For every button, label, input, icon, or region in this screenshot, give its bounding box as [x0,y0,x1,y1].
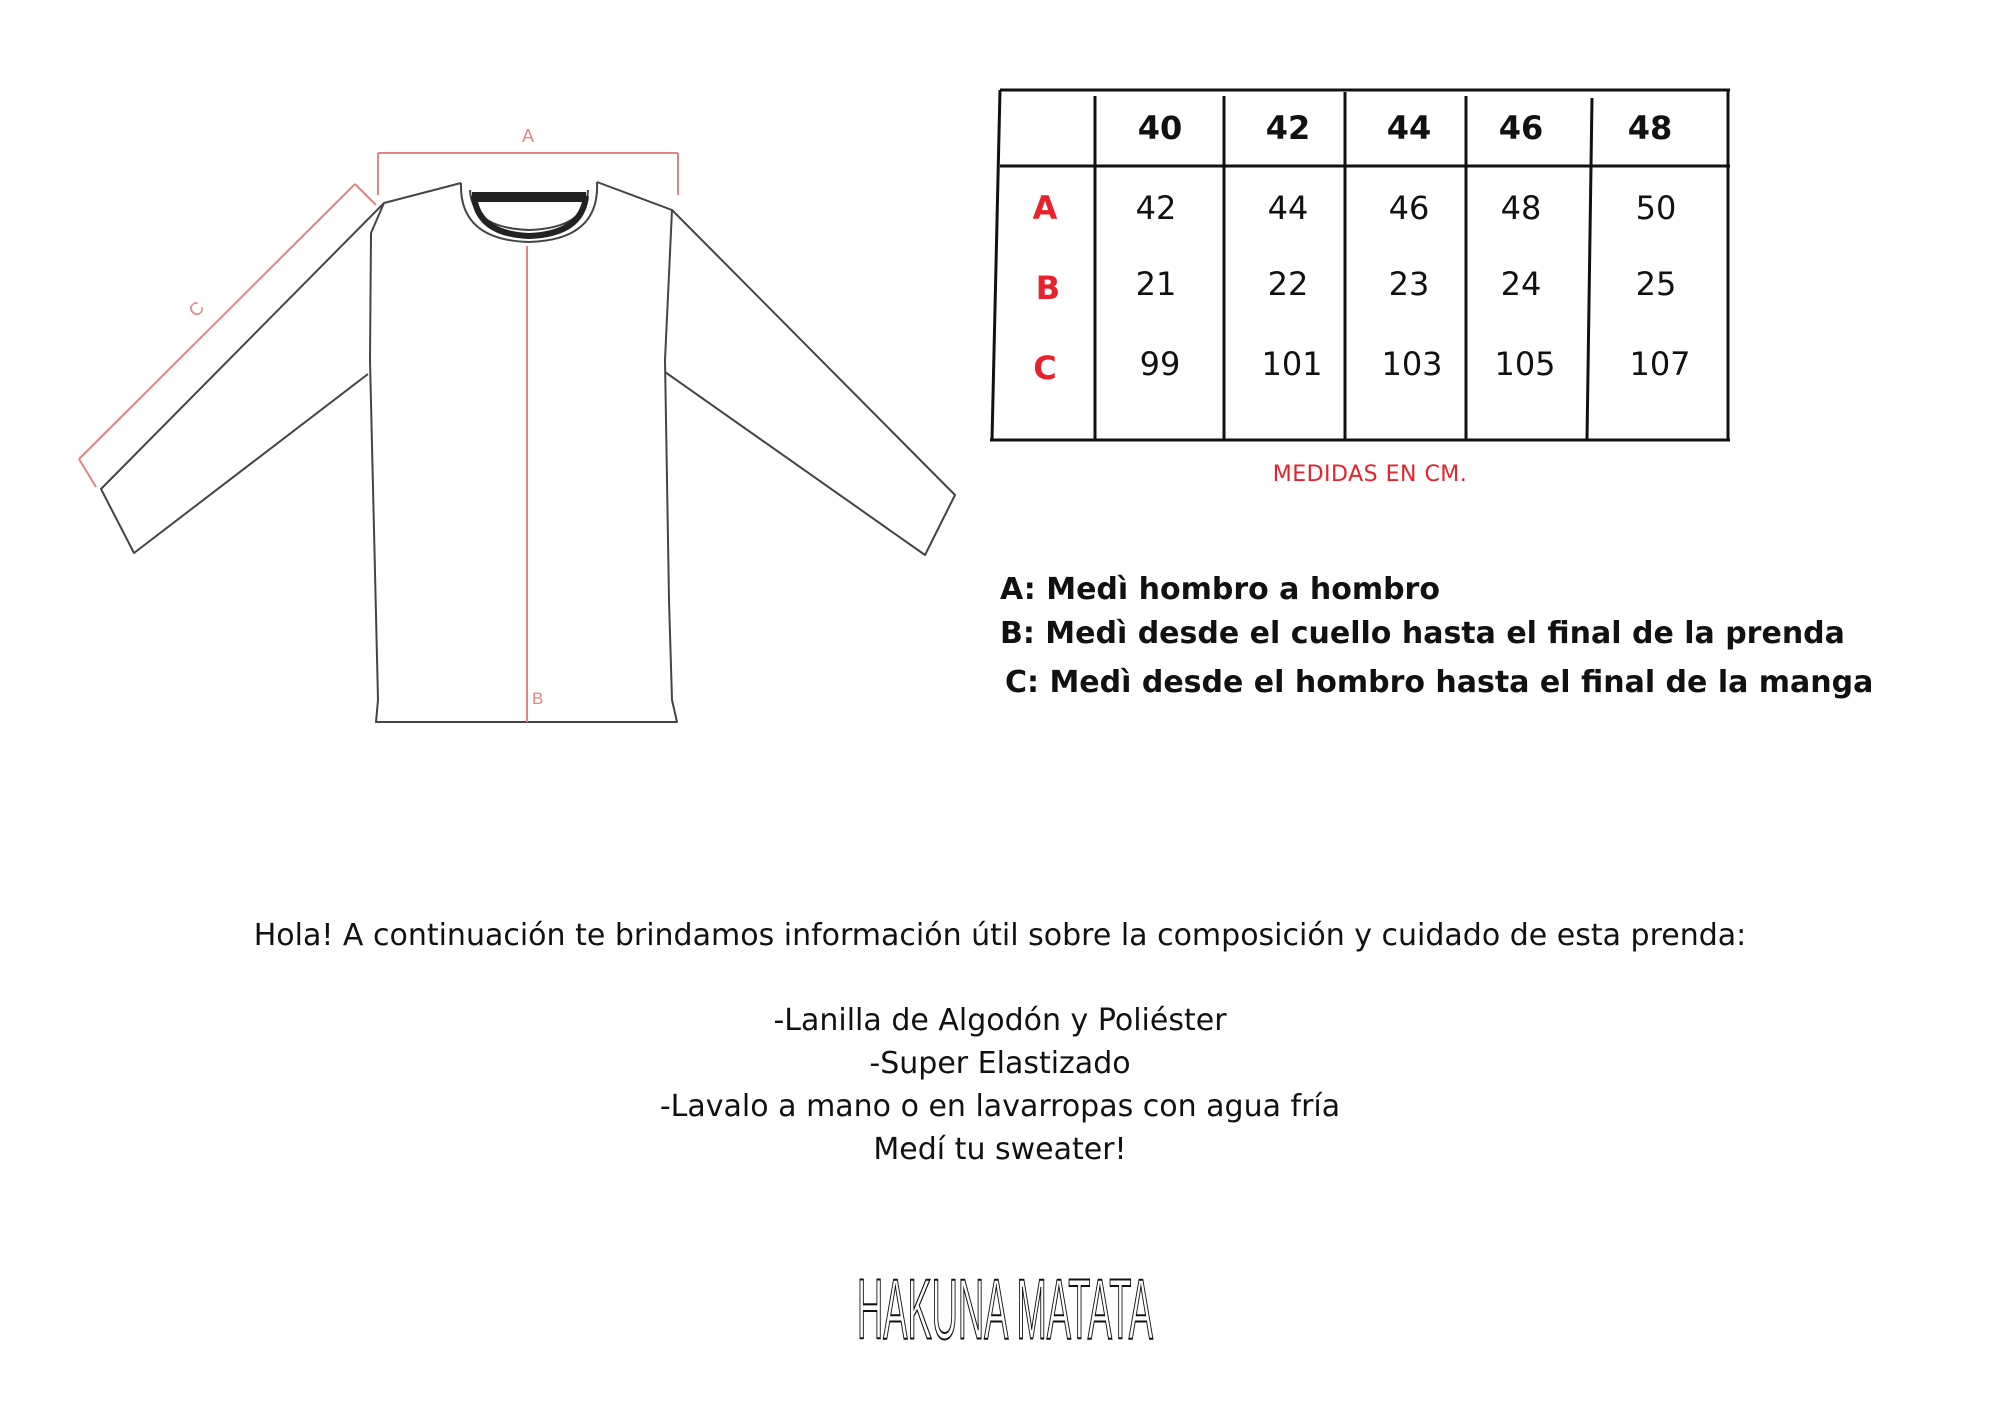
info-item-elastic: -Super Elastizado [869,1046,1131,1081]
info-intro: Hola! A continuación te brindamos información útil sobre la composición y cuidado de esta prenda: [253,918,1747,953]
sweater-outline [370,182,677,722]
legend-c: C: Medì desde el hombro hasta el final de la manga [1005,665,1874,700]
measure-c-line [79,184,376,487]
legend-b: B: Medì desde el cuello hasta el final de la prenda [1000,616,1845,651]
row-label-a: A [1032,189,1058,227]
table-cell: 46 [1388,189,1430,227]
table-cell: 50 [1635,189,1677,227]
table-cell: 103 [1381,345,1443,383]
measure-a-line [378,153,678,195]
brand-logo [855,1261,1155,1358]
garment-diagram [0,0,1000,760]
legend-a: A: Medì hombro a hombro [1000,572,1440,607]
measure-b-label: B [532,689,544,708]
size-header-40: 40 [1137,109,1183,147]
size-header-48: 48 [1627,109,1673,147]
right-sleeve [665,210,955,555]
table-cell: 42 [1135,189,1177,227]
measure-c-label: C [184,297,209,321]
table-cell: 99 [1139,345,1181,383]
row-label-b: B [1035,269,1061,307]
units-note: MEDIDAS EN CM. [1272,462,1468,487]
table-cell: 21 [1135,265,1177,303]
table-cell: 44 [1267,189,1309,227]
left-sleeve [101,203,384,553]
table-cell: 107 [1629,345,1691,383]
table-cell: 24 [1500,265,1542,303]
brand-logo-text: HAKUNA MATATA [857,1261,1154,1357]
table-cell: 25 [1635,265,1677,303]
measure-a-label: A [521,126,535,146]
collar-band [472,192,586,202]
info-closing: Medí tu sweater! [873,1132,1127,1167]
size-table [990,88,1730,443]
table-cell: 101 [1261,345,1323,383]
row-label-c: C [1033,349,1057,387]
table-cell: 22 [1267,265,1309,303]
info-item-composition: -Lanilla de Algodón y Poliéster [773,1003,1227,1038]
info-item-washing: -Lavalo a mano o en lavarropas con agua fría [659,1089,1341,1124]
size-header-42: 42 [1265,109,1311,147]
table-cell: 105 [1494,345,1556,383]
table-cell: 48 [1500,189,1542,227]
size-header-46: 46 [1498,109,1544,147]
sweater-illustration [0,0,1000,760]
table-cell: 23 [1388,265,1430,303]
size-header-44: 44 [1386,109,1432,147]
